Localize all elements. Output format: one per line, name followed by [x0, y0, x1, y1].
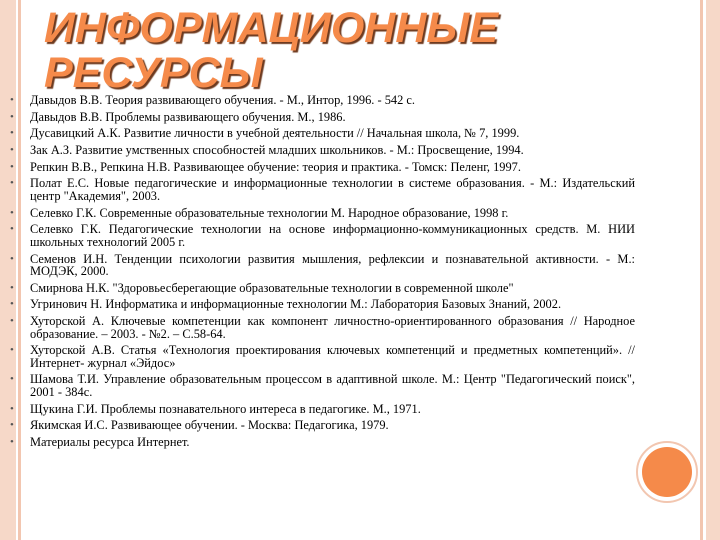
bullet-icon: • [10, 110, 14, 123]
reference-list [10, 94, 635, 453]
reference-item [10, 419, 635, 432]
reference-text: Давыдов В.В. Теория развивающего обучения. - М., Интор, 1996. - 542 с. [30, 93, 415, 107]
reference-text: Угринович Н. Информатика и информационные технологии М.: Лаборатория Базовых Знаний, 2002. [30, 297, 562, 312]
reference-text: Хуторской А.В. Статья «Технология проектирования ключевых компетенций и предметных компетенций». // Интернет- журнал «Эйдос» [30, 343, 635, 370]
reference-text: Смирнова Н.К. "Здоровьесберегающие образовательные технологии в современной школе" [30, 280, 514, 295]
reference-text: Полат Е.С. Новые педагогические и информационные технологии в системе образования. - М.: Издательский центр "Академия", 2003. [30, 176, 635, 203]
reference-item [10, 373, 635, 398]
reference-item [10, 144, 635, 157]
slide-title: ИНФОРМАЦИОННЫЕ РЕСУРСЫ [44, 4, 499, 97]
decor-circle-icon [642, 447, 692, 497]
bullet-icon: • [10, 144, 14, 157]
bullet-icon: • [10, 402, 14, 415]
bullet-icon: • [10, 344, 14, 357]
reference-item [10, 315, 635, 340]
reference-item [10, 403, 635, 416]
bullet-icon: • [10, 373, 14, 386]
right-decor-line [700, 0, 703, 540]
reference-text: Дусавицкий А.К. Развитие личности в учебной деятельности // Начальная школа, № 7, 1999. [30, 126, 520, 141]
reference-text: Давыдов В.В. Проблемы развивающего обучения. М., 1986. [30, 109, 346, 124]
reference-text: Селевко Г.К. Современные образовательные технологии М. Народное образование, 1998 г. [30, 205, 509, 220]
reference-item [10, 282, 635, 295]
reference-text: Зак А.З. Развитие умственных способностей младших школьников. - М.: Просвещение, 1994. [30, 143, 524, 158]
reference-item [10, 253, 635, 278]
reference-text: Хуторской А. Ключевые компетенции как компонент личностно-ориентированного образования // Народное образование. – 2003. - №2. – С.58-64. [30, 314, 635, 341]
reference-text: Шамова Т.И. Управление образовательным процессом в адаптивной школе. М.: Центр "Педагогический поиск", 2001 - 384с. [30, 372, 635, 399]
bullet-icon: • [10, 298, 14, 311]
bullet-icon: • [10, 127, 14, 140]
bullet-icon: • [10, 419, 14, 432]
reference-item [10, 298, 635, 311]
reference-text: Семенов И.Н. Тенденции психологии развития мышления, рефлексии и познавательной активности. - М.: МОДЭК, 2000. [30, 251, 635, 278]
bullet-icon: • [10, 223, 14, 236]
bullet-icon: • [10, 436, 14, 448]
bullet-icon: • [10, 281, 14, 294]
reference-text: Щукина Г.И. Проблемы познавательного интереса в педагогике. М., 1971. [30, 401, 421, 416]
bullet-icon: • [10, 94, 14, 106]
reference-text: Репкин В.В., Репкина Н.В. Развивающее обучение: теория и практика. - Томск: Пеленг, 1997. [30, 159, 521, 174]
bullet-icon: • [10, 252, 14, 265]
reference-item [10, 127, 635, 140]
reference-text: Якимская И.С. Развивающее обучении. - Москва: Педагогика, 1979. [30, 418, 389, 433]
bullet-icon: • [10, 177, 14, 190]
reference-item [10, 161, 635, 174]
reference-item [10, 344, 635, 369]
bullet-icon: • [10, 206, 14, 219]
reference-item [10, 111, 635, 124]
reference-text: Материалы ресурса Интернет. [30, 435, 190, 449]
reference-item [10, 223, 635, 248]
reference-item [10, 207, 635, 220]
reference-item [10, 94, 635, 107]
bullet-icon: • [10, 315, 14, 328]
right-decor-stripe [706, 0, 720, 540]
reference-text: Селевко Г.К. Педагогические технологии на основе информационно-коммуникационных средств. М. НИИ школьных технологий 2005 г. [30, 222, 635, 249]
reference-item [10, 436, 635, 449]
bullet-icon: • [10, 160, 14, 173]
reference-item [10, 177, 635, 202]
